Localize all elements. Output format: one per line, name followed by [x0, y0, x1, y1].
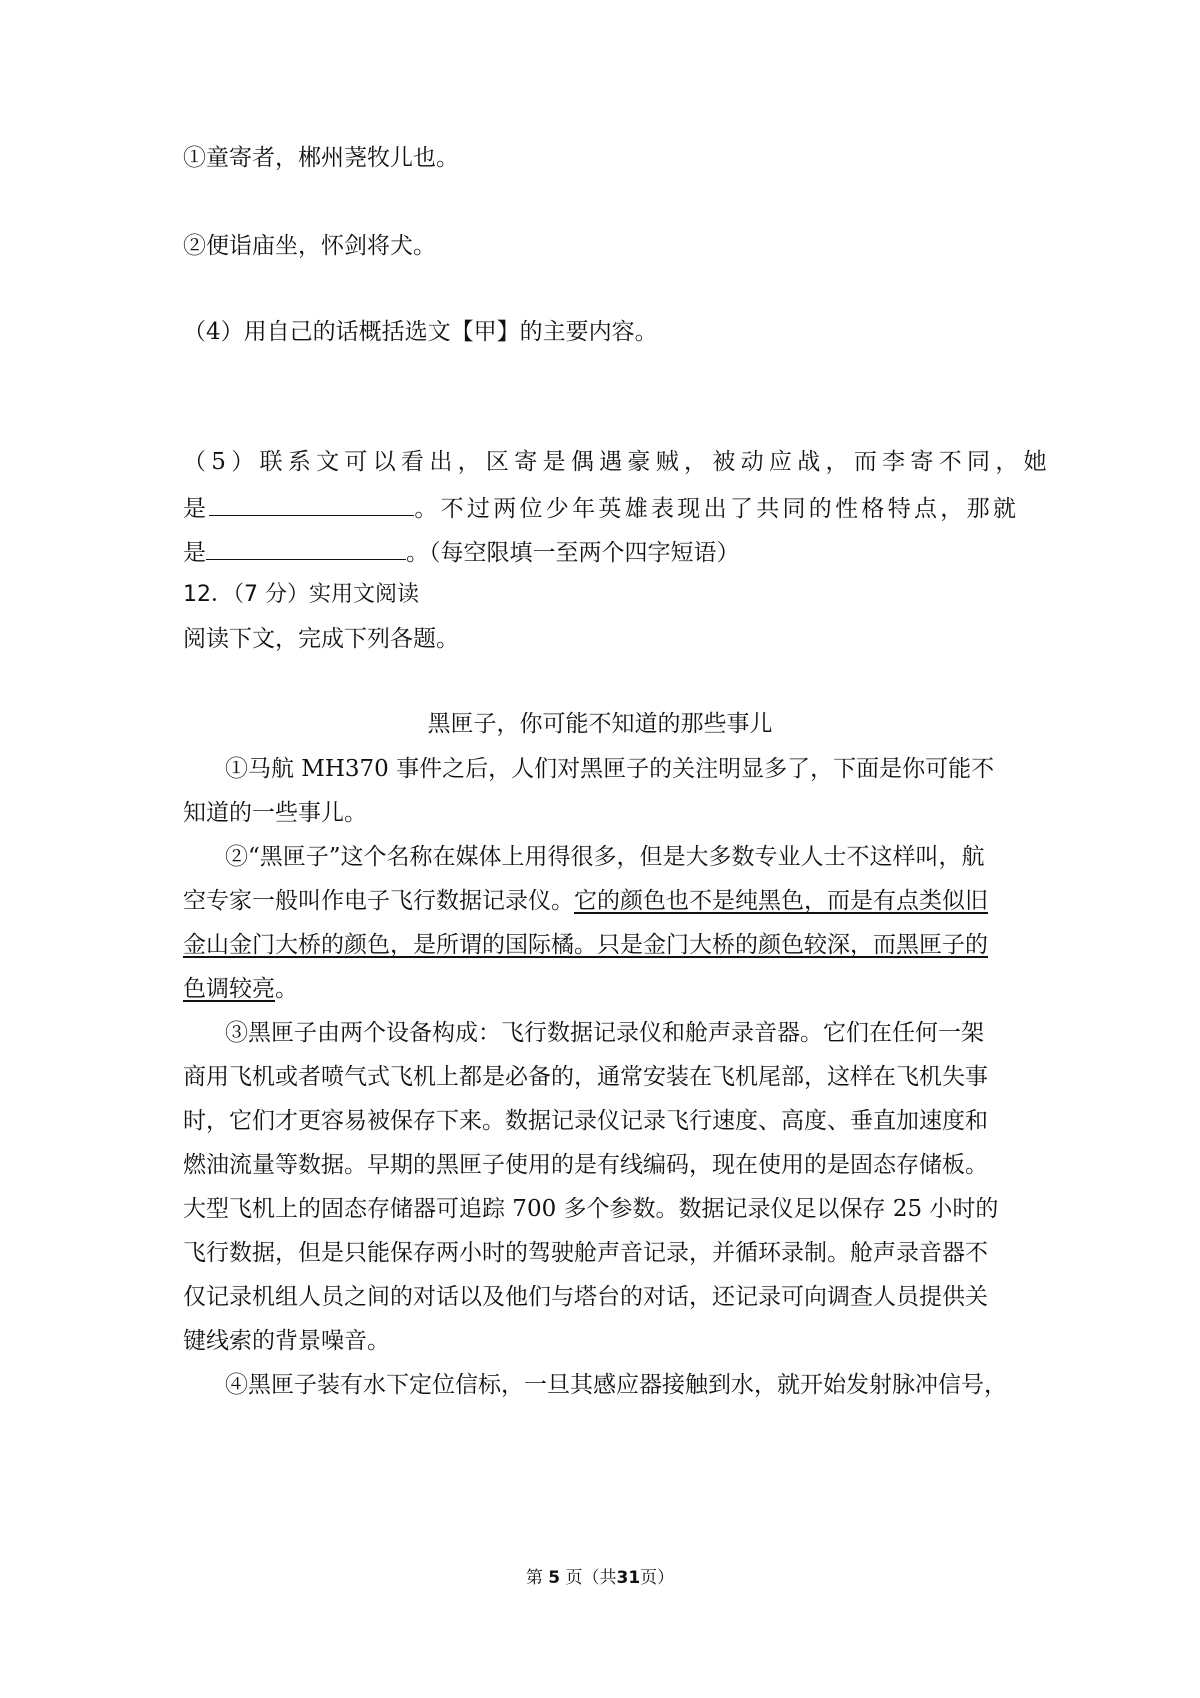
p2-line4-underlined: 色调较亮: [183, 976, 275, 1002]
p2-line2-underlined: 它的颜色也不是纯黑色，而是有点类似旧: [574, 888, 988, 914]
footer-page-number: 5: [548, 1568, 561, 1588]
p2-line4-end: 。: [275, 976, 298, 1002]
paragraph-1-line-2: 知道的一些事儿。: [183, 800, 367, 826]
paragraph-3-line-8: 键线索的背景噪音。: [183, 1328, 390, 1354]
translation-item-2: ②便诣庙坐，怀剑将犬。: [183, 233, 436, 259]
paragraph-4-line-1: ④黑匣子装有水下定位信标，一旦其感应器接触到水，就开始发射脉冲信号，: [225, 1372, 1007, 1398]
paragraph-2-line-2: [183, 887, 988, 915]
q5-line2-prefix: 是: [183, 496, 210, 522]
question-5-line-1: （5）联系文可以看出，区寄是偶遇豪贼，被动应战，而李寄不同，她: [183, 449, 1052, 475]
q5-line2-suffix: 。不过两位少年英雄表现出了共同的性格特点，那就: [414, 496, 1020, 522]
paragraph-3-line-7: 仅记录机组人员之间的对话以及他们与塔台的对话，还记录可向调查人员提供关: [183, 1284, 988, 1310]
paragraph-2-line-4: [183, 975, 298, 1003]
answer-blank-2[interactable]: [206, 537, 406, 560]
footer-total-pages: 31: [616, 1568, 641, 1588]
q5-line3-suffix: 。（每空限填一至两个四字短语）: [406, 540, 740, 566]
paragraph-3-line-6: 飞行数据，但是只能保存两小时的驾驶舱声音记录，并循环录制。舱声录音器不: [183, 1240, 988, 1266]
paragraph-1-line-1: ①马航 MH370 事件之后，人们对黑匣子的关注明显多了，下面是你可能不: [225, 756, 995, 782]
question-12-instruction: 阅读下文，完成下列各题。: [183, 626, 459, 652]
paragraph-2-line-3: 金山金门大桥的颜色，是所谓的国际橘。只是金门大桥的颜色较深，而黑匣子的: [183, 932, 988, 958]
translation-item-1: ①童寄者，郴州荛牧儿也。: [183, 145, 459, 171]
question-5-line-2: [183, 493, 1019, 523]
article-title: 黑匣子，你可能不知道的那些事儿: [427, 711, 773, 737]
q5-line3-prefix: 是: [183, 540, 206, 566]
paragraph-3-line-5: 大型飞机上的固态存储器可追踪 700 多个参数。数据记录仪足以保存 25 小时的: [183, 1196, 999, 1222]
question-5-line-3: [183, 537, 740, 567]
footer-middle: 页（共: [565, 1568, 617, 1588]
paragraph-3-line-1: ③黑匣子由两个设备构成：飞行数据记录仪和舱声录音器。它们在任何一架: [225, 1020, 984, 1046]
answer-blank-1[interactable]: [209, 493, 414, 516]
page-footer: [0, 1567, 1200, 1589]
footer-prefix: 第: [525, 1568, 543, 1588]
p2-line2-plain: 空专家一般叫作电子飞行数据记录仪。: [183, 888, 574, 914]
paragraph-3-line-2: 商用飞机或者喷气式飞机上都是必备的，通常安装在飞机尾部，这样在飞机失事: [183, 1064, 988, 1090]
paragraph-3-line-3: 时，它们才更容易被保存下来。数据记录仪记录飞行速度、高度、垂直加速度和: [183, 1108, 988, 1134]
paragraph-2-line-1: ②“黑匣子”这个名称在媒体上用得很多，但是大多数专业人士不这样叫，航: [225, 844, 985, 870]
question-12-heading: 12．（7 分）实用文阅读: [183, 582, 419, 607]
paragraph-3-line-4: 燃油流量等数据。早期的黑匣子使用的是有线编码，现在使用的是固态存储板。: [183, 1152, 988, 1178]
footer-suffix: 页）: [640, 1568, 675, 1588]
question-4: （4）用自己的话概括选文【甲】的主要内容。: [183, 319, 658, 345]
